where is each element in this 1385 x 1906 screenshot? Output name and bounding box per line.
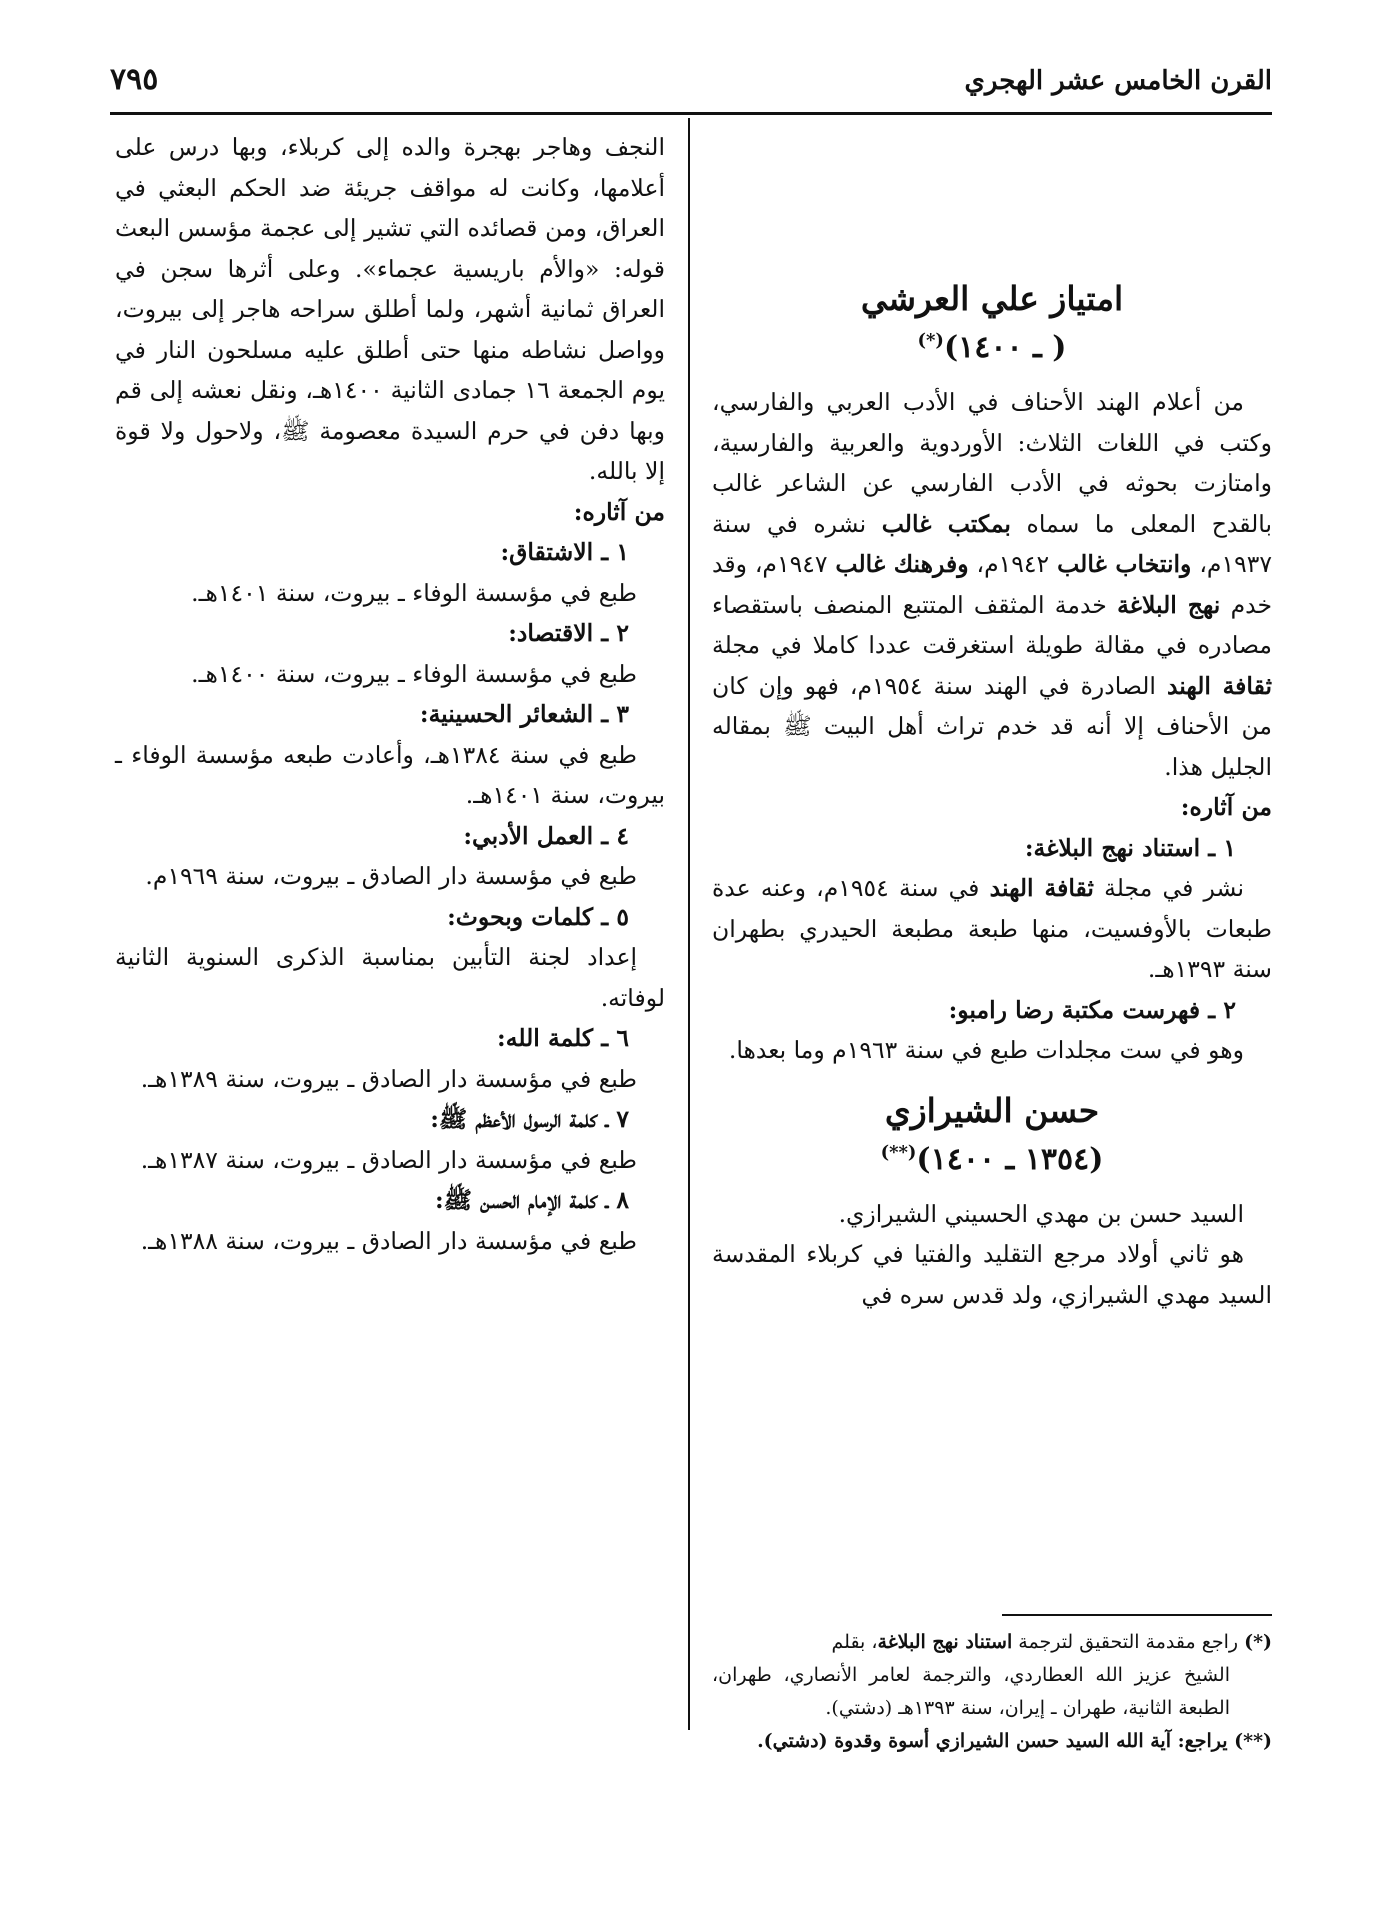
bio-1-name: امتياز علي العرشي xyxy=(860,279,1124,318)
bio-1-text-c: ١٩٤٧م، وقد خدم xyxy=(712,550,1272,619)
bio-2-continuation: النجف وهاجر بهجرة والده إلى كربلاء، وبها درس على أعلامها، وكانت له مواقف جريئة ضد الحكم البعثي في العراق، ومن قصائده التي تشير إلى عجمة مؤسس البعث قوله: «والأم باريسية عجماء». وعلى أثرها سجن في العراق ثمانية أشهر، ولما أطلق سراحه هاجر إلى بيروت، وواصل نشاطه منها حتى أطلق عليه مسلحون النار في يوم الجمعة ١٦ جمادى الثانية ١٤٠٠هـ، ونقل نعشه إلى قم وبها دفن في حرم السيدة معصومة ﷺ، ولاحول ولا قوة إلا بالله. xyxy=(115,133,665,485)
column-divider xyxy=(688,118,690,1730)
footnote-1-book: استناد نهج البلاغة xyxy=(877,1631,1013,1653)
bio-1-text-e: الصادرة في الهند سنة ١٩٥٤م، فهو وإن كان من الأحناف إلا أنه قد خدم تراث أهل البيت ﷺ بمقاله الجليل هذا. xyxy=(712,671,1272,781)
bio-2-works-heading: من آثاره: xyxy=(573,497,665,526)
footnotes xyxy=(712,1626,1272,1758)
bio-1-works-heading: من آثاره: xyxy=(1180,793,1272,821)
footnote-1-continuation: الشيخ عزيز الله العطاردي، والترجمة لعامر الأنصاري، طهران، الطبعة الثانية، طهران ـ إيران، سنة ١٣٩٣هـ (دشتي). xyxy=(712,1664,1230,1719)
right-column xyxy=(712,127,1272,1315)
bio-2-work-desc: طبع في مؤسسة دار الصادق ـ بيروت، سنة ١٣٨٧هـ. xyxy=(140,1145,637,1174)
bio-1-text-a: نشره في سنة ١٩٣٧م، xyxy=(712,509,1272,578)
bio-1-footnote-mark: (*) xyxy=(917,330,944,351)
bio-2-dates-text: (١٣٥٤ ـ ١٤٠٠) xyxy=(916,1141,1104,1177)
bio-2-work-desc: طبع في مؤسسة دار الصادق ـ بيروت، سنة ١٣٨٨هـ. xyxy=(140,1226,637,1255)
page-number: ٧٩٥ xyxy=(110,62,159,97)
bio-1-dates-text: ( ـ ١٤٠٠) xyxy=(943,330,1067,365)
bio-2-work-desc: طبع في سنة ١٣٨٤هـ، وأعادت طبعه مؤسسة الوفاء ـ بيروت، سنة ١٤٠١هـ. xyxy=(115,740,665,809)
footnote-2 xyxy=(712,1725,1272,1758)
bio-2-work-desc: طبع في مؤسسة دار الصادق ـ بيروت، سنة ١٩٦٩م. xyxy=(145,862,637,890)
bio-2-work-desc: طبع في مؤسسة الوفاء ـ بيروت، سنة ١٤٠١هـ. xyxy=(191,578,637,607)
running-header xyxy=(110,62,1272,106)
bio-1-work-1-text-b: في سنة ١٩٥٤م، وعنه عدة طبعات بالأوفسيت، منها طبعة مطبعة الحيدري بطهران سنة ١٣٩٣هـ. xyxy=(712,874,1272,983)
bio-2-para-2: هو ثاني أولاد مرجع التقليد والفتيا في كربلاء المقدسة السيد مهدي الشيرازي، ولد قدس سره في xyxy=(712,1240,1272,1309)
running-title: القرن الخامس عشر الهجري xyxy=(964,66,1272,96)
bio-2-work-title: ٦ ـ كلمة الله: xyxy=(497,1024,629,1052)
bio-2-name: حسن الشيرازي xyxy=(884,1090,1100,1130)
bio-1-text-b: ١٩٤٢م، xyxy=(968,550,1058,578)
bio-1-book-e: ثقافة الهند xyxy=(1166,671,1272,700)
bio-1-work-1-desc xyxy=(712,868,1272,990)
footnote-1-text-b: ، بقلم xyxy=(831,1631,878,1653)
bio-1-work-1-title: ١ ـ استناد نهج البلاغة: xyxy=(1024,833,1236,862)
bio-2-para-1: السيد حسن بن مهدي الحسيني الشيرازي. xyxy=(838,1199,1244,1228)
bio-2-work-desc: طبع في مؤسسة دار الصادق ـ بيروت، سنة ١٣٨٩هـ. xyxy=(140,1064,637,1093)
bio-1-dates xyxy=(712,321,1272,368)
bio-1-text-d: خدمة المثقف المتتبع المنصف باستقصاء مصادره في مقالة طويلة استغرقت عددا كاملا في مجلة xyxy=(712,590,1272,659)
footnote-1-text-a: راجع مقدمة التحقيق لترجمة xyxy=(1012,1631,1245,1653)
bio-1-para-1: من أعلام الهند الأحناف في الأدب العربي والفارسي، وكتب في اللغات الثلاث: الأوردوية والعربية والفارسية، وامتازت بحوثه في الأدب الفارسي عن الشاعر غالب بالقدح المعلى ما سماه xyxy=(712,388,1272,538)
left-column xyxy=(115,127,665,1261)
bio-1-work-2-title: ٢ ـ فهرست مكتبة رضا رامبو: xyxy=(948,995,1236,1024)
bio-2-work-title: ١ ـ الاشتقاق: xyxy=(500,538,629,566)
bio-1-work-2-desc: وهو في ست مجلدات طبع في سنة ١٩٦٣م وما بعدها. xyxy=(728,1036,1244,1064)
bio-2-work-desc: طبع في مؤسسة الوفاء ـ بيروت، سنة ١٤٠٠هـ. xyxy=(191,659,637,688)
bio-2-work-title: ٨ ـ كلمة الإمام الحسن ﷺ: xyxy=(434,1186,629,1214)
bio-2-work-desc: إعداد لجنة التأبين بمناسبة الذكرى السنوية الثانية لوفاته. xyxy=(115,943,665,1012)
bio-2-work-title: ٣ ـ الشعائر الحسينية: xyxy=(419,700,629,728)
footnote-1 xyxy=(712,1626,1272,1659)
footnote-2-text: يراجع: آية الله السيد حسن الشيرازي أسوة وقدوة (دشتي). xyxy=(757,1730,1235,1752)
bio-1-book-d: نهج البلاغة xyxy=(1117,590,1221,619)
bio-2-work-title: ٥ ـ كلمات وبحوث: xyxy=(447,902,629,931)
bio-2-work-title: ٤ ـ العمل الأدبي: xyxy=(463,821,629,850)
footnote-1-mark: (*) xyxy=(1244,1631,1272,1653)
bio-1-work-1-journal: ثقافة الهند xyxy=(989,874,1094,902)
footnote-2-mark: (**) xyxy=(1234,1730,1272,1752)
bio-1-work-1-text-a: نشر في مجلة xyxy=(1093,874,1244,902)
bio-2-work-title: ٢ ـ الاقتصاد: xyxy=(508,619,629,647)
bio-2-work-title: ٧ ـ كلمة الرسول الأعظم ﷺ: xyxy=(430,1105,629,1133)
bio-1-paragraph xyxy=(712,382,1272,787)
bio-1-book-a: بمكتب غالب xyxy=(881,509,1011,538)
footnote-rule xyxy=(1002,1614,1272,1616)
bio-2-dates xyxy=(712,1133,1272,1180)
bio-1-book-c: وفرهنك غالب xyxy=(835,550,969,578)
header-rule xyxy=(110,112,1272,115)
bio-1-book-b: وانتخاب غالب xyxy=(1057,550,1192,578)
bio-2-footnote-mark: (**) xyxy=(880,1141,917,1163)
